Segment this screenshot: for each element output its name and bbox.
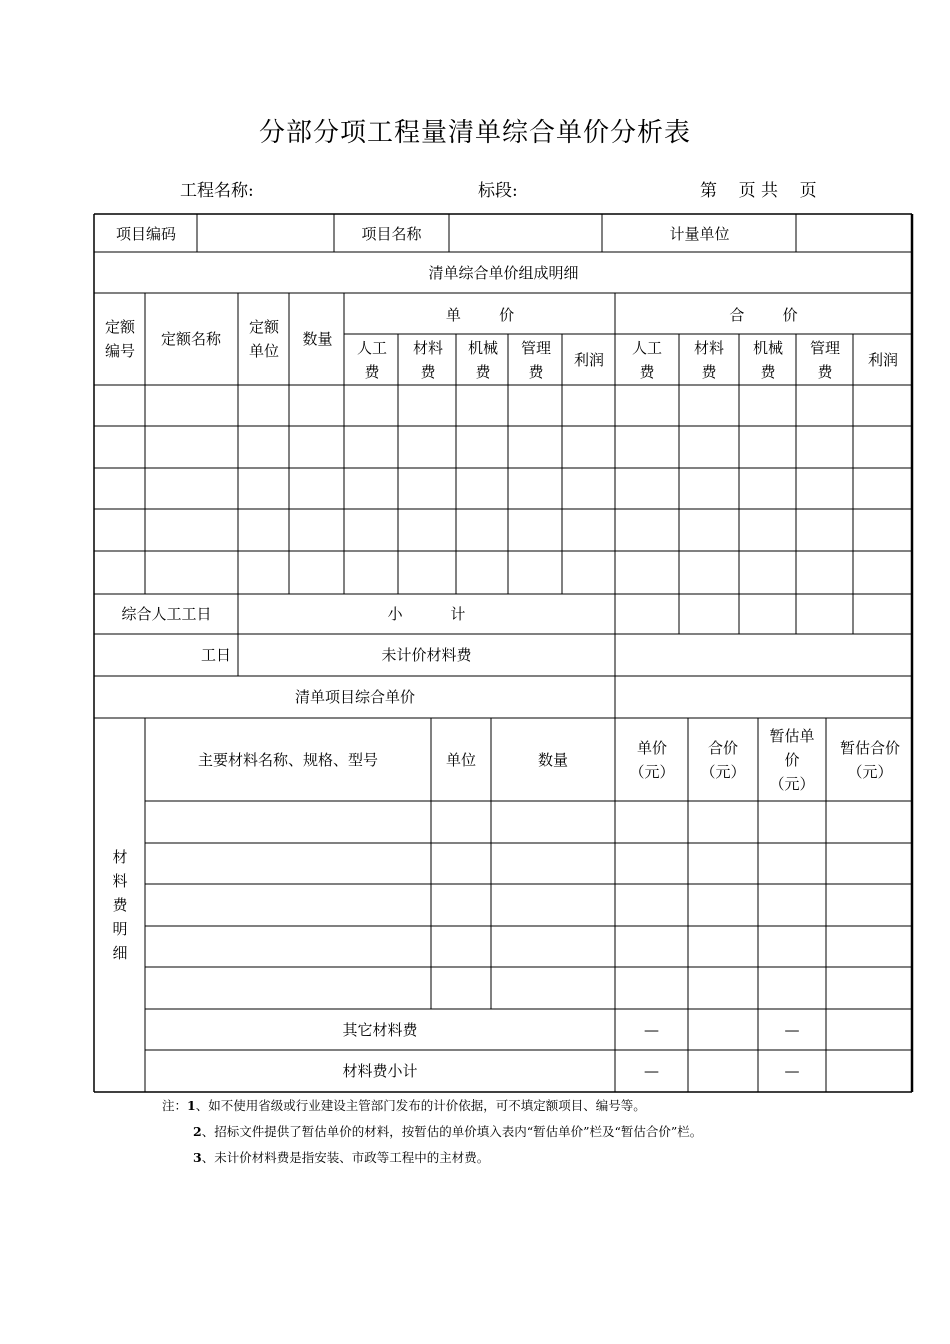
quota-code-header: 定额编号 <box>104 318 135 360</box>
total-price-header: 合 价 <box>729 305 798 324</box>
material-total-price-header: 合价（元） <box>700 739 746 781</box>
page-title: 分部分项工程量清单综合单价分析表 <box>258 118 691 148</box>
note-3: 3、未计价材料费是指安装、市政等工程中的主材费。 <box>193 1150 490 1165</box>
total-machinery-header: 机械费 <box>752 339 783 381</box>
dash-mark: — <box>784 1020 800 1039</box>
subtotal-label: 小 计 <box>387 605 466 623</box>
dash-mark: — <box>784 1062 800 1080</box>
note-2: 2、招标文件提供了暂估单价的材料，按暂估的单价填入表内“暂估单价”栏及“暂估合价”栏。 <box>193 1124 703 1139</box>
unit-machinery-header: 机械费 <box>467 339 498 381</box>
project-name-label: 工程名称: <box>180 181 254 201</box>
unit-material-header: 材料费 <box>412 339 443 381</box>
labor-days-label: 综合人工工日 <box>121 605 212 623</box>
material-detail-side-label: 材料费明细 <box>112 848 128 962</box>
total-profit-header: 利润 <box>867 351 898 369</box>
est-total-price-header: 暂估合价（元） <box>839 739 900 781</box>
unit-of-measure-label: 计量单位 <box>669 224 730 243</box>
quota-name-header: 定额名称 <box>160 330 221 348</box>
item-code-label: 项目编码 <box>115 224 176 243</box>
unit-price-total-label: 清单项目综合单价 <box>294 688 415 706</box>
material-unit-price-header: 单价（元） <box>629 739 675 781</box>
material-quantity-header: 数量 <box>537 751 568 769</box>
total-labor-header: 人工费 <box>631 339 662 381</box>
quantity-header: 数量 <box>302 330 333 348</box>
unit-labor-header: 人工费 <box>356 339 387 381</box>
main-material-header: 主要材料名称、规格、型号 <box>197 751 378 769</box>
material-unit-header: 单位 <box>445 751 476 769</box>
unit-price-header: 单 价 <box>445 305 515 324</box>
unit-profit-header: 利润 <box>573 351 604 369</box>
section-label: 标段: <box>478 181 518 201</box>
dash-mark: — <box>644 1020 659 1039</box>
composition-detail-heading: 清单综合单价组成明细 <box>428 264 579 282</box>
work-day-label: 工日 <box>200 646 231 664</box>
page-label: 第 页 共 页 <box>700 181 817 201</box>
unpriced-material-label: 未计价材料费 <box>381 646 472 664</box>
unit-management-header: 管理费 <box>520 339 551 381</box>
material-subtotal-label: 材料费小计 <box>342 1062 418 1080</box>
other-material-label: 其它材料费 <box>342 1020 418 1039</box>
item-name-label: 项目名称 <box>361 224 422 243</box>
note-1: 注：1、如不使用省级或行业建设主管部门发布的计价依据，可不填定额项目、编号等。 <box>162 1098 646 1113</box>
quota-unit-header: 定额单位 <box>248 318 279 360</box>
total-management-header: 管理费 <box>809 339 840 381</box>
est-unit-price-header: 暂估单价（元） <box>769 727 815 793</box>
total-material-header: 材料费 <box>693 339 724 381</box>
dash-mark: — <box>644 1062 659 1080</box>
